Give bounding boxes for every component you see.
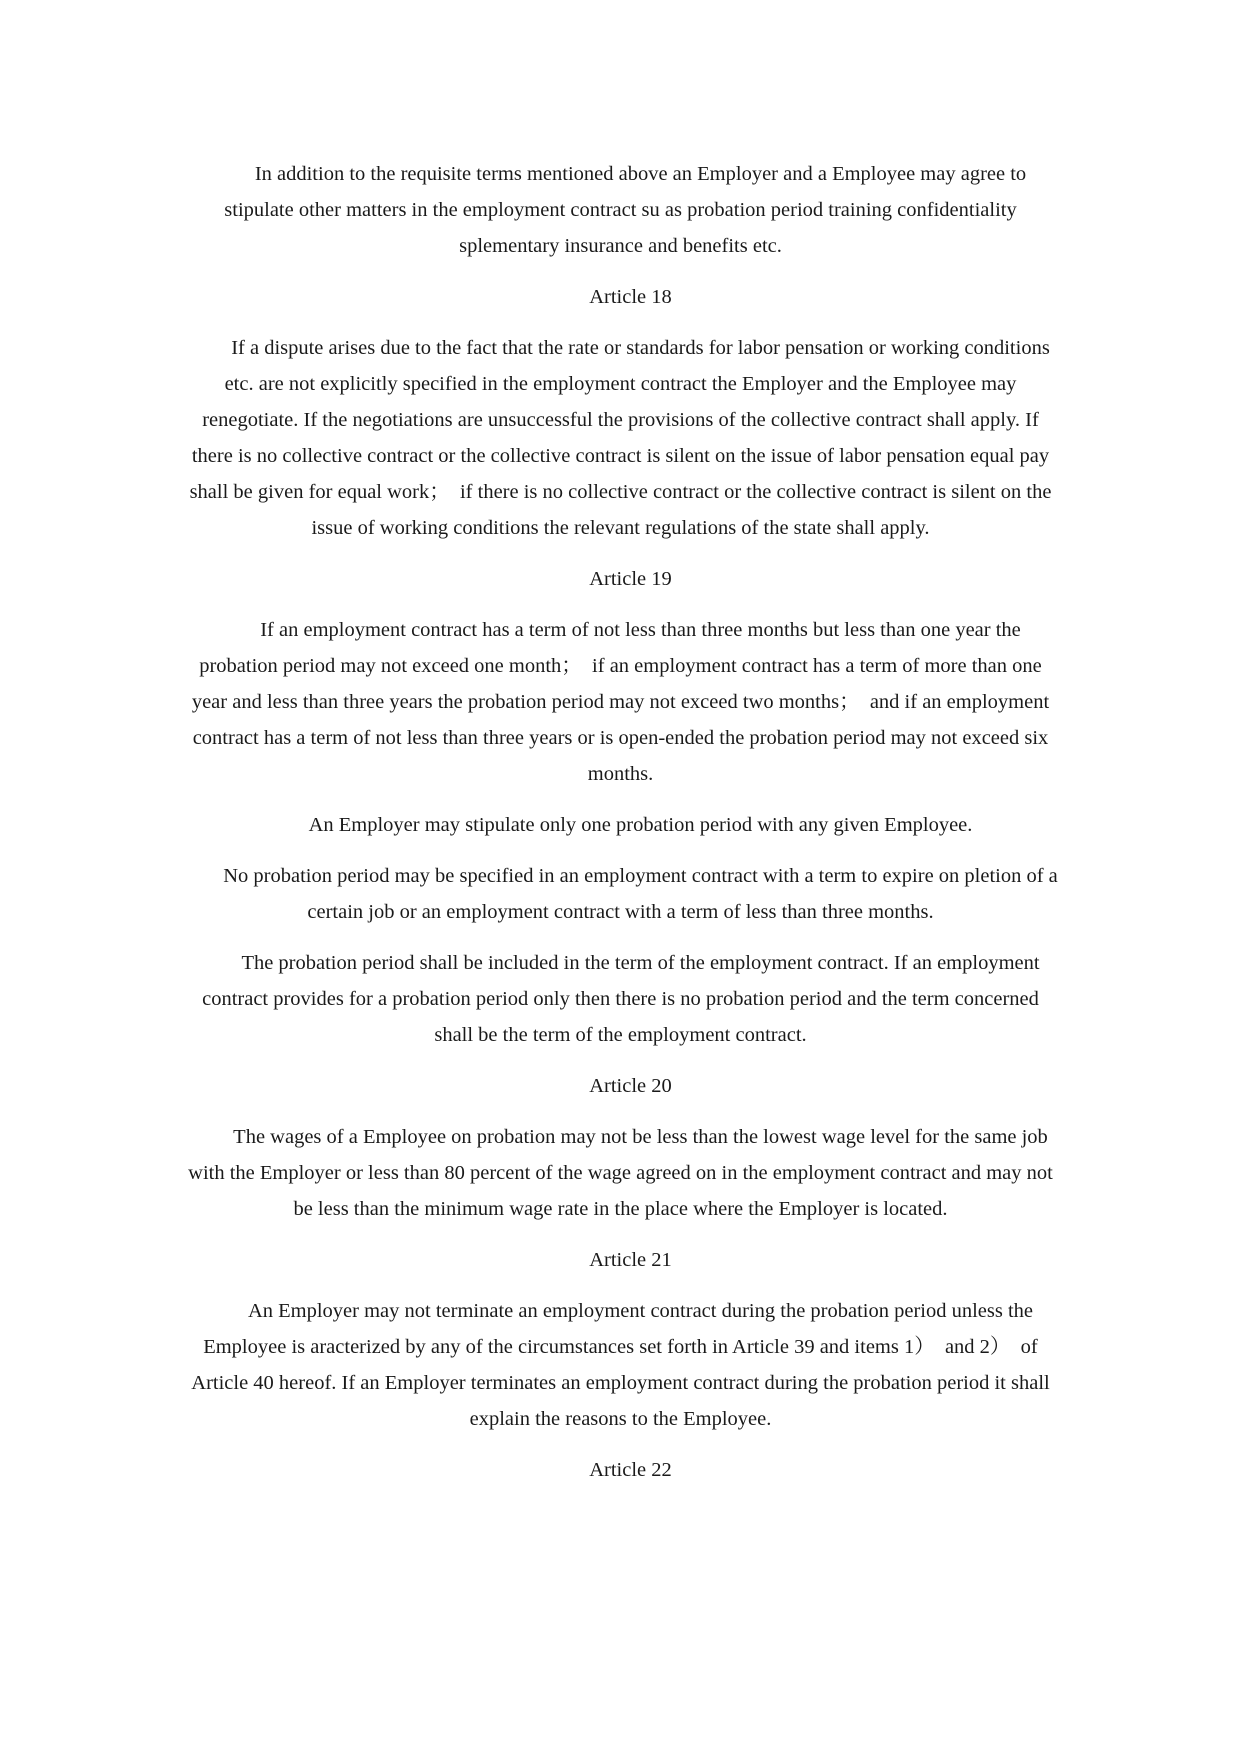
heading-article-21: Article 21 [589,1249,672,1271]
paragraph-article-19-one-period: An Employer may stipulate only one probation period with any given Employee. [308,814,973,836]
document-body [183,156,1063,1503]
heading-article-18: Article 18 [589,286,672,308]
paragraph-article-20: The wages of a Employee on probation may not be less than the lowest wage level for the same job with the Employer or less than 80 percent of the wage agreed on in the employment contract and may not be less than the minimum wage rate in the place where the Employer is located. [188,1126,1058,1220]
paragraph-article-19-included: The probation period shall be included in the term of the employment contract. If an employment contract provides for a probation period only then there is no probation period and the term concerned shall be the term of the employment contract. [202,952,1045,1046]
paragraph-article-19-no-period: No probation period may be specified in an employment contract with a term to expire on pletion of a certain job or an employment contract with a term of less than three months. [223,865,1063,923]
paragraph-article-19-term: If an employment contract has a term of not less than three months but less than one year the probation period may not exceed one month； if an employment contract has a term of more than one year and less than three years the probation period may not exceed two months； and if an employment contract has a term of not less than three years or is open-ended the probation period may not exceed six months. [191,619,1055,785]
paragraph-article-21: An Employer may not terminate an employment contract during the probation period unless the Employee is aracterized by any of the circumstances set forth in Article 39 and items 1） and 2） of Article 40 hereof. If an Employer terminates an employment contract during the probation period it shall explain the reasons to the Employee. [191,1300,1055,1430]
heading-article-19: Article 19 [589,568,672,590]
heading-article-20: Article 20 [589,1075,672,1097]
paragraph-article-18: If a dispute arises due to the fact that the rate or standards for labor pensation or working conditions etc. are not explicitly specified in the employment contract the Employer and the Employee may renegotiate. If the negotiations are unsuccessful the provisions of the collective contract shall apply. If there is no collective contract or the collective contract is silent on the issue of labor pensation equal pay shall be given for equal work； if there is no collective contract or the collective contract is silent on the issue of working conditions the relevant regulations of the state shall apply. [189,337,1057,539]
heading-article-22: Article 22 [589,1459,672,1481]
paragraph-optional-terms: In addition to the requisite terms mentioned above an Employer and a Employee may agree to stipulate other matters in the employment contract su as probation period training confidentiality splementary insurance and benefits etc. [224,163,1032,257]
